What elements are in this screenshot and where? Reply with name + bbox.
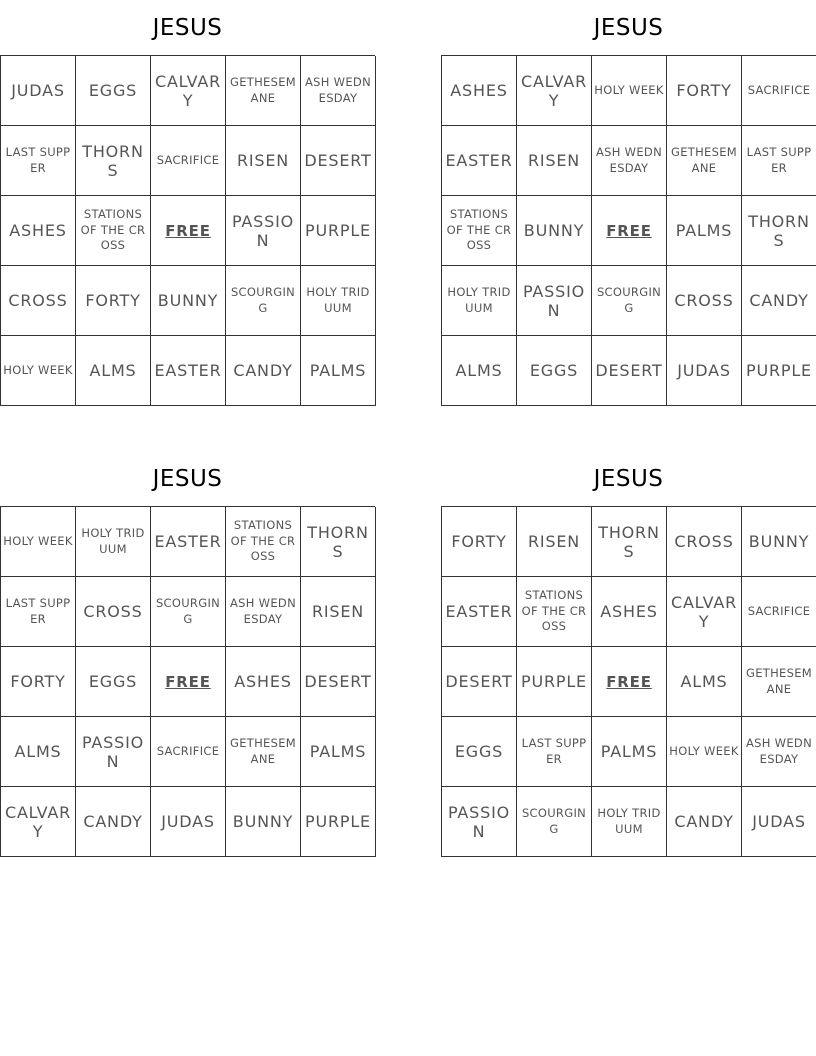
bingo-cell[interactable]: EGGS [442, 717, 517, 787]
bingo-cell[interactable]: LAST SUPPER [742, 126, 816, 196]
bingo-cell[interactable]: JUDAS [151, 787, 226, 857]
bingo-cell[interactable]: EGGS [76, 56, 151, 126]
free-space-cell[interactable]: FREE [592, 196, 667, 266]
bingo-cell[interactable]: EGGS [517, 336, 592, 406]
bingo-cell[interactable]: ASHES [1, 196, 76, 266]
bingo-grid [0, 506, 375, 857]
bingo-cell[interactable]: PURPLE [742, 336, 816, 406]
bingo-cell[interactable]: DESERT [442, 647, 517, 717]
bingo-cell[interactable]: DESERT [592, 336, 667, 406]
bingo-cell[interactable]: ASHES [226, 647, 301, 717]
bingo-cell[interactable]: PASSION [442, 787, 517, 857]
bingo-cell[interactable]: RISEN [517, 507, 592, 577]
bingo-card-3 [0, 451, 375, 857]
bingo-cell[interactable]: FORTY [442, 507, 517, 577]
bingo-cell[interactable]: PURPLE [301, 196, 376, 266]
bingo-cell[interactable]: CALVARY [1, 787, 76, 857]
bingo-cell[interactable]: EGGS [76, 647, 151, 717]
bingo-cell[interactable]: SCOURGING [226, 266, 301, 336]
bingo-cell[interactable]: BUNNY [151, 266, 226, 336]
bingo-cell[interactable]: HOLY TRIDUUM [301, 266, 376, 336]
bingo-cell[interactable]: STATIONS OF THE CROSS [226, 507, 301, 577]
bingo-cell[interactable]: GETHESEMANE [226, 56, 301, 126]
bingo-cell[interactable]: HOLY WEEK [667, 717, 742, 787]
bingo-card-2 [441, 0, 816, 406]
bingo-cell[interactable]: SCOURGING [517, 787, 592, 857]
bingo-cell[interactable]: SACRIFICE [151, 126, 226, 196]
bingo-cell[interactable]: HOLY TRIDUUM [442, 266, 517, 336]
bingo-cell[interactable]: LAST SUPPER [517, 717, 592, 787]
bingo-cell[interactable]: ASH WEDNESDAY [592, 126, 667, 196]
bingo-cell[interactable]: ALMS [442, 336, 517, 406]
card-title: JESUS [593, 466, 664, 492]
bingo-cell[interactable]: ASH WEDNESDAY [226, 577, 301, 647]
bingo-cell[interactable]: HOLY TRIDUUM [592, 787, 667, 857]
bingo-cell[interactable]: CROSS [76, 577, 151, 647]
card-title: JESUS [152, 466, 223, 492]
bingo-cell[interactable]: CALVARY [667, 577, 742, 647]
bingo-cell[interactable]: FORTY [76, 266, 151, 336]
bingo-cell[interactable]: PALMS [301, 717, 376, 787]
bingo-grid [441, 506, 816, 857]
bingo-cell[interactable]: LAST SUPPER [1, 126, 76, 196]
bingo-cell[interactable]: PALMS [592, 717, 667, 787]
bingo-cell[interactable]: ASHES [592, 577, 667, 647]
bingo-cell[interactable]: RISEN [226, 126, 301, 196]
bingo-cell[interactable]: PASSION [226, 196, 301, 266]
bingo-cell[interactable]: CANDY [742, 266, 816, 336]
bingo-cell[interactable]: STATIONS OF THE CROSS [442, 196, 517, 266]
bingo-cell[interactable]: ASH WEDNESDAY [301, 56, 376, 126]
bingo-cell[interactable]: PALMS [667, 196, 742, 266]
free-space-cell[interactable]: FREE [151, 647, 226, 717]
bingo-card-1 [0, 0, 375, 406]
bingo-cell[interactable]: STATIONS OF THE CROSS [517, 577, 592, 647]
bingo-cell[interactable]: HOLY WEEK [1, 507, 76, 577]
bingo-cell[interactable]: DESERT [301, 126, 376, 196]
bingo-grid [0, 55, 375, 406]
bingo-grid [441, 55, 816, 406]
bingo-cell[interactable]: DESERT [301, 647, 376, 717]
bingo-cell[interactable]: THORNS [76, 126, 151, 196]
card-title: JESUS [152, 15, 223, 41]
bingo-cell[interactable]: CROSS [667, 507, 742, 577]
bingo-cell[interactable]: SACRIFICE [742, 577, 816, 647]
bingo-cell[interactable]: PURPLE [517, 647, 592, 717]
bingo-cell[interactable]: CROSS [1, 266, 76, 336]
bingo-cell[interactable]: PURPLE [301, 787, 376, 857]
bingo-cell[interactable]: ALMS [1, 717, 76, 787]
bingo-cell[interactable]: ASHES [442, 56, 517, 126]
bingo-cell[interactable]: JUDAS [667, 336, 742, 406]
bingo-cell[interactable]: RISEN [301, 577, 376, 647]
bingo-cell[interactable]: PASSION [76, 717, 151, 787]
bingo-cell[interactable]: HOLY WEEK [1, 336, 76, 406]
bingo-card-4 [441, 451, 816, 857]
bingo-cell[interactable]: CANDY [76, 787, 151, 857]
bingo-cell[interactable]: BUNNY [226, 787, 301, 857]
bingo-cell[interactable]: ASH WEDNESDAY [742, 717, 816, 787]
bingo-cell[interactable]: GETHESEMANE [742, 647, 816, 717]
bingo-cell[interactable]: JUDAS [1, 56, 76, 126]
bingo-cell[interactable]: EASTER [442, 126, 517, 196]
bingo-cell[interactable]: SACRIFICE [742, 56, 816, 126]
bingo-cell[interactable]: CALVARY [517, 56, 592, 126]
bingo-cell[interactable]: FORTY [1, 647, 76, 717]
bingo-cell[interactable]: STATIONS OF THE CROSS [76, 196, 151, 266]
bingo-cell[interactable]: HOLY TRIDUUM [76, 507, 151, 577]
bingo-cell[interactable]: THORNS [592, 507, 667, 577]
bingo-cell[interactable]: ALMS [76, 336, 151, 406]
bingo-cell[interactable]: GETHESEMANE [667, 126, 742, 196]
bingo-cell[interactable]: JUDAS [742, 787, 816, 857]
bingo-cell[interactable]: EASTER [151, 507, 226, 577]
bingo-cell[interactable]: PALMS [301, 336, 376, 406]
bingo-cell[interactable]: CANDY [667, 787, 742, 857]
bingo-cell[interactable]: PASSION [517, 266, 592, 336]
bingo-cell[interactable]: EASTER [151, 336, 226, 406]
bingo-cell[interactable]: EASTER [442, 577, 517, 647]
bingo-cell[interactable]: LAST SUPPER [1, 577, 76, 647]
bingo-cell[interactable]: BUNNY [517, 196, 592, 266]
bingo-cell[interactable]: FORTY [667, 56, 742, 126]
bingo-cell[interactable]: ALMS [667, 647, 742, 717]
bingo-cell[interactable]: BUNNY [742, 507, 816, 577]
bingo-cell[interactable]: HOLY WEEK [592, 56, 667, 126]
bingo-cell[interactable]: CANDY [226, 336, 301, 406]
bingo-cell[interactable]: GETHESEMANE [226, 717, 301, 787]
card-title: JESUS [593, 15, 664, 41]
bingo-cell[interactable]: RISEN [517, 126, 592, 196]
bingo-cell[interactable]: THORNS [301, 507, 376, 577]
free-space-cell[interactable]: FREE [151, 196, 226, 266]
free-space-cell[interactable]: FREE [592, 647, 667, 717]
bingo-cell[interactable]: SACRIFICE [151, 717, 226, 787]
bingo-cell[interactable]: CALVARY [151, 56, 226, 126]
bingo-cell[interactable]: CROSS [667, 266, 742, 336]
bingo-cell[interactable]: SCOURGING [151, 577, 226, 647]
bingo-cell[interactable]: SCOURGING [592, 266, 667, 336]
bingo-cell[interactable]: THORNS [742, 196, 816, 266]
